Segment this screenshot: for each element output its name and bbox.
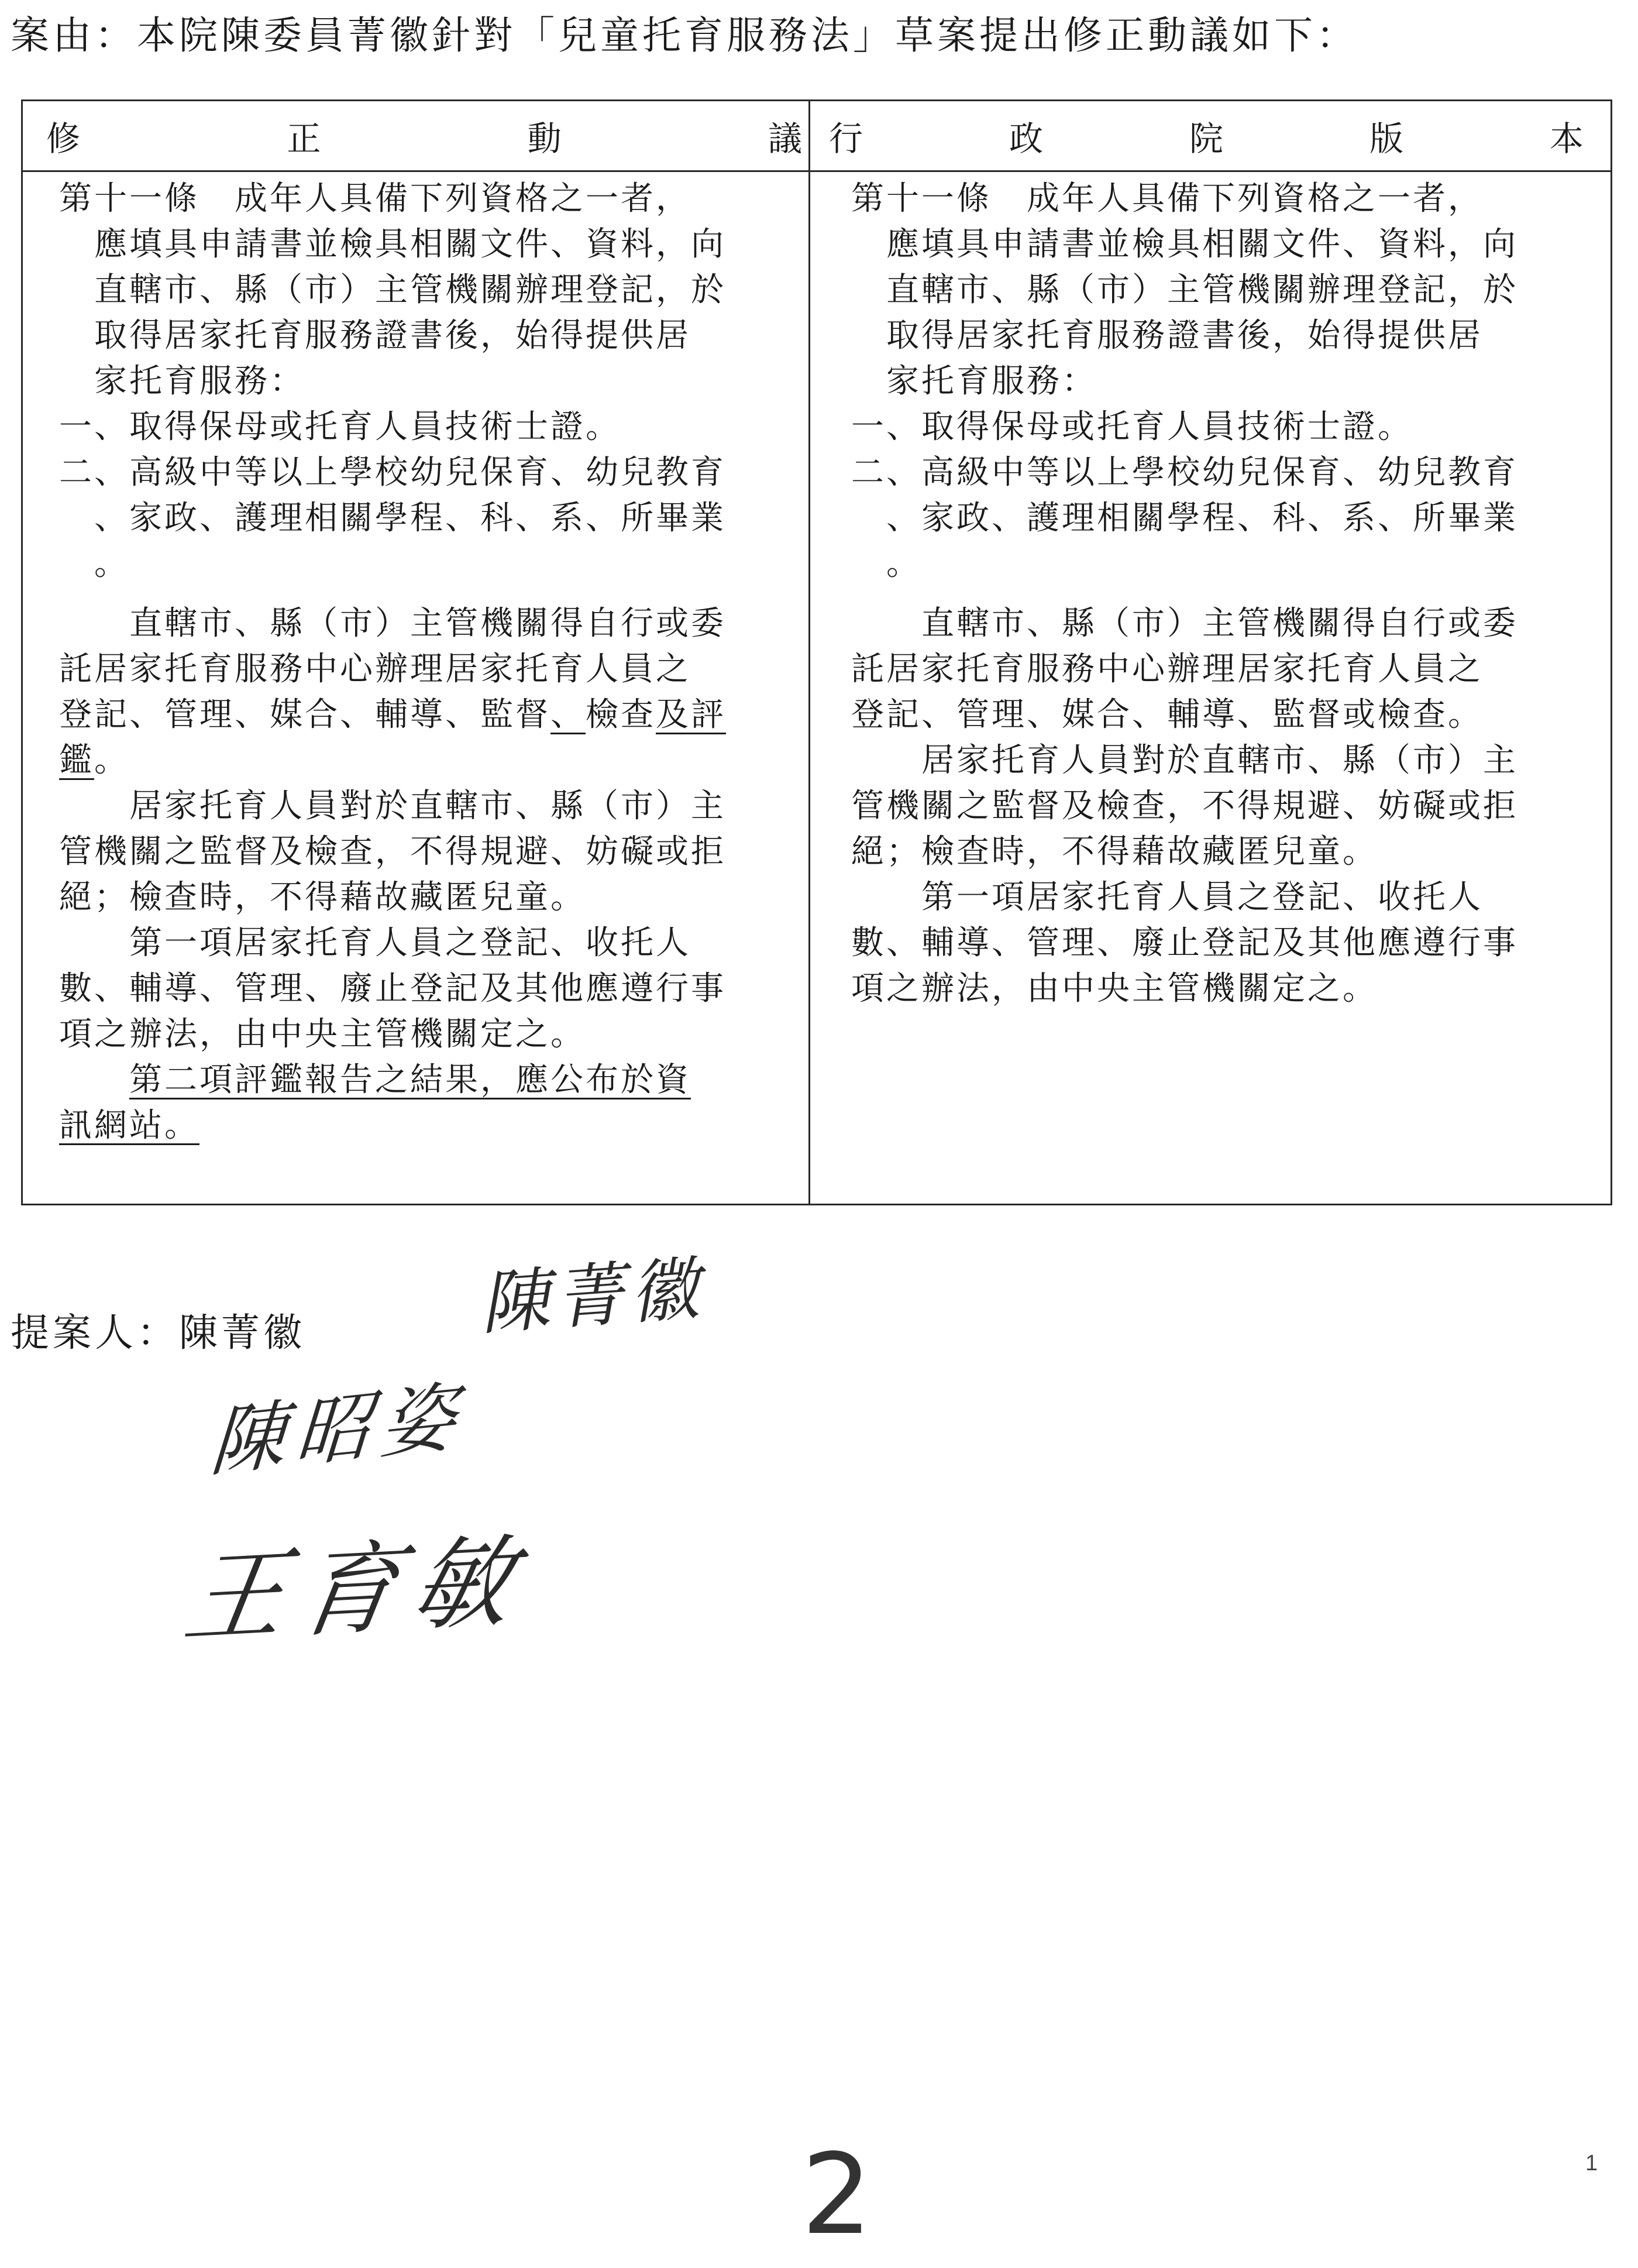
text-line: 。: [851, 545, 921, 583]
text-segment: 登記、管理、媒合、輔導、監督: [59, 696, 550, 734]
header-char: 版: [1369, 119, 1403, 159]
text-line: 居家托育人員對於直轄市、縣（市）主: [851, 741, 1518, 779]
text-segment: 檢查: [586, 696, 656, 734]
signature: 陳昭姿: [208, 1372, 469, 1488]
text-line: 直轄市、縣（市）主管機關得自行或委: [851, 604, 1518, 642]
text-line: 。: [59, 545, 129, 583]
text-line: 登記、管理、媒合、輔導、監督或檢查。: [851, 696, 1483, 734]
header-char: 正: [287, 119, 321, 159]
text-line: 居家托育人員對於直轄市、縣（市）主: [59, 787, 726, 825]
underlined-amendment: 訊網站。: [59, 1106, 199, 1145]
text-line: [59, 738, 797, 784]
paragraph-gap: [851, 587, 1606, 601]
paragraph-gap: [59, 587, 797, 601]
text-line: [59, 1057, 797, 1103]
text-line: 應填具申請書並檢具相關文件、資料，向: [59, 225, 726, 263]
signature: 陳菁徽: [477, 1248, 708, 1345]
text-line: 託居家托育服務中心辦理居家托育人員之: [851, 650, 1483, 688]
text-line: 一、取得保母或托育人員技術士證。: [59, 408, 621, 446]
text-line: [59, 1103, 797, 1149]
text-segment: 。: [94, 741, 129, 779]
text-line: 第一項居家托育人員之登記、收托人: [851, 878, 1483, 916]
text-line: 直轄市、縣（市）主管機關得自行或委: [59, 604, 726, 642]
header-char: 行: [829, 119, 863, 159]
underlined-amendment: 第二項評鑑報告之結果，應公布於資: [129, 1061, 691, 1099]
text-line: 管機關之監督及檢查，不得規避、妨礙或拒: [851, 787, 1518, 825]
text-line: 項之辦法，由中央主管機關定之。: [851, 970, 1378, 1008]
header-char: 政: [1009, 119, 1043, 159]
text-line: 一、取得保母或托育人員技術士證。: [851, 408, 1413, 446]
text-line: 第十一條 成年人具備下列資格之一者，: [59, 180, 691, 218]
text-segment: [59, 1061, 129, 1099]
executive-yuan-text: [851, 176, 1606, 1012]
text-line: 家托育服務：: [59, 362, 305, 400]
text-line: 二、高級中等以上學校幼兒保育、幼兒教育: [851, 453, 1518, 492]
header-char: 本: [1549, 119, 1584, 159]
text-line: 絕；檢查時，不得藉故藏匿兒童。: [59, 878, 586, 916]
executive-yuan-column-header: [829, 101, 1595, 170]
underlined-amendment: 及評: [656, 696, 726, 734]
text-line: 第十一條 成年人具備下列資格之一者，: [851, 180, 1483, 218]
header-char: 議: [768, 119, 802, 159]
text-line: 託居家托育服務中心辦理居家托育人員之: [59, 650, 691, 688]
text-line: 項之辦法，由中央主管機關定之。: [59, 1015, 586, 1053]
text-line: 取得居家托育服務證書後，始得提供居: [851, 317, 1483, 355]
motion-heading: 案由：本院陳委員菁徽針對「兒童托育服務法」草案提出修正動議如下：: [11, 13, 1358, 58]
text-line: [59, 692, 797, 738]
underlined-amendment: 、: [550, 696, 586, 734]
text-line: 數、輔導、管理、廢止登記及其他應遵行事: [59, 970, 726, 1008]
text-line: 取得居家托育服務證書後，始得提供居: [59, 317, 691, 355]
text-line: 、家政、護理相關學程、科、系、所畢業: [59, 499, 726, 537]
header-divider: [23, 170, 1611, 172]
underlined-amendment: 鑑: [59, 741, 94, 779]
signature: 王育敏: [177, 1523, 535, 1658]
amendment-text: [59, 176, 797, 1149]
header-char: 修: [46, 119, 81, 159]
text-line: 應填具申請書並檢具相關文件、資料，向: [851, 225, 1518, 263]
text-line: 直轄市、縣（市）主管機關辦理登記，於: [851, 271, 1518, 309]
column-divider: [808, 101, 810, 1204]
header-char: 院: [1189, 119, 1223, 159]
text-line: 直轄市、縣（市）主管機關辦理登記，於: [59, 271, 726, 309]
text-line: 絕；檢查時，不得藉故藏匿兒童。: [851, 833, 1378, 871]
header-char: 動: [527, 119, 562, 159]
text-line: 管機關之監督及檢查，不得規避、妨礙或拒: [59, 833, 726, 871]
text-line: 二、高級中等以上學校幼兒保育、幼兒教育: [59, 453, 726, 492]
text-line: 數、輔導、管理、廢止登記及其他應遵行事: [851, 924, 1518, 962]
proposer-label: 提案人：陳菁徽: [11, 1310, 305, 1355]
handwritten-page-number: 2: [801, 2130, 872, 2259]
comparison-table: [21, 99, 1612, 1205]
page-number: 1: [1585, 2151, 1598, 2176]
amendment-column-header: [46, 101, 807, 170]
text-line: 第一項居家托育人員之登記、收托人: [59, 924, 691, 962]
text-line: 家托育服務：: [851, 362, 1097, 400]
text-line: 、家政、護理相關學程、科、系、所畢業: [851, 499, 1518, 537]
